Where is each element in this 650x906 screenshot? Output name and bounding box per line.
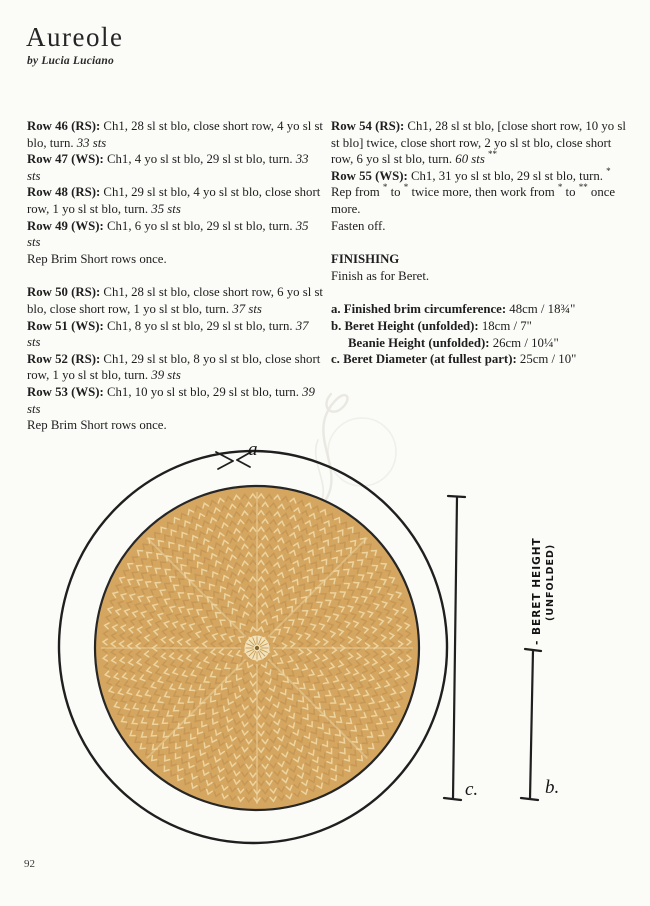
row-53-instruction: Row 53 (WS): Ch1, 10 yo sl st blo, 29 sl st blo, turn. 39 sts	[27, 384, 315, 416]
rep-note-2: Rep Brim Short rows once.	[27, 418, 167, 433]
row-47-instruction: Row 47 (WS): Ch1, 4 yo sl st blo, 29 sl st blo, turn. 33 sts	[27, 152, 309, 183]
right-column	[331, 118, 635, 385]
row-55-instruction: Row 55 (WS): Ch1, 31 yo sl st blo, 29 sl st blo, turn. *	[331, 165, 611, 183]
page-title: Aureole	[26, 22, 124, 52]
row-51-instruction: Row 51 (WS): Ch1, 8 yo sl st blo, 29 sl st blo, turn. 37 sts	[27, 318, 309, 350]
rep-instruction: Rep from * to * twice more, then work from * to ** once more.	[331, 182, 616, 216]
row-50-instruction: Row 50 (RS): Ch1, 28 sl st blo, close short row, 6 yo sl st blo, close short row, 1 yo sl st blo, turn. 37 sts	[27, 285, 323, 316]
svg-text:- BERET HEIGHT: - BERET HEIGHT	[531, 537, 543, 645]
measurement-a: a. Finished brim circumference: 48cm / 18¾"	[331, 302, 576, 317]
rep-note-1: Rep Brim Short rows once.	[27, 251, 167, 266]
label-a: a	[248, 439, 258, 460]
label-b: b.	[545, 777, 560, 798]
fasten-off-note: Fasten off.	[331, 218, 386, 233]
final-rows-block	[331, 118, 635, 234]
measurement-b: b. Beret Height (unfolded): 18cm / 7"	[331, 318, 532, 333]
row-46-instruction: Row 46 (RS): Ch1, 28 sl st blo, close short row, 4 yo sl st blo, turn. 33 sts	[27, 119, 323, 150]
page-number: 92	[24, 858, 35, 870]
measurement-beanie: Beanie Height (unfolded): 26cm / 10¼"	[348, 335, 559, 350]
left-column	[27, 118, 325, 451]
finishing-block	[331, 251, 635, 284]
finishing-note: Finish as for Beret.	[331, 268, 430, 283]
finishing-heading: FINISHING	[331, 252, 400, 267]
measurement-c: c. Beret Diameter (at fullest part): 25cm / 10"	[331, 352, 577, 367]
row-52-instruction: Row 52 (RS): Ch1, 29 sl st blo, 8 yo sl st blo, close short row, 1 yo sl st blo, turn. 39 sts	[27, 351, 321, 383]
byline: by Lucia Luciano	[27, 55, 114, 67]
measurements-block	[331, 301, 635, 367]
brim-short-rows-block-2	[27, 284, 325, 433]
row-49-instruction: Row 49 (WS): Ch1, 6 yo sl st blo, 29 sl st blo, turn. 35 sts	[27, 218, 309, 250]
label-c: c.	[465, 779, 479, 800]
row-54-instruction: Row 54 (RS): Ch1, 28 sl st blo, [close short row, 10 yo sl st blo] twice, close short row, 2 yo sl st blo, close short row, 6 yo sl st blo, turn. 60 sts **	[331, 119, 626, 167]
brim-short-rows-block-1	[27, 118, 325, 267]
svg-text:(UNFOLDED): (UNFOLDED)	[545, 543, 556, 621]
row-48-instruction: Row 48 (RS): Ch1, 29 sl st blo, 4 yo sl st blo, close short row, 1 yo sl st blo, turn. 35 sts	[27, 185, 321, 216]
